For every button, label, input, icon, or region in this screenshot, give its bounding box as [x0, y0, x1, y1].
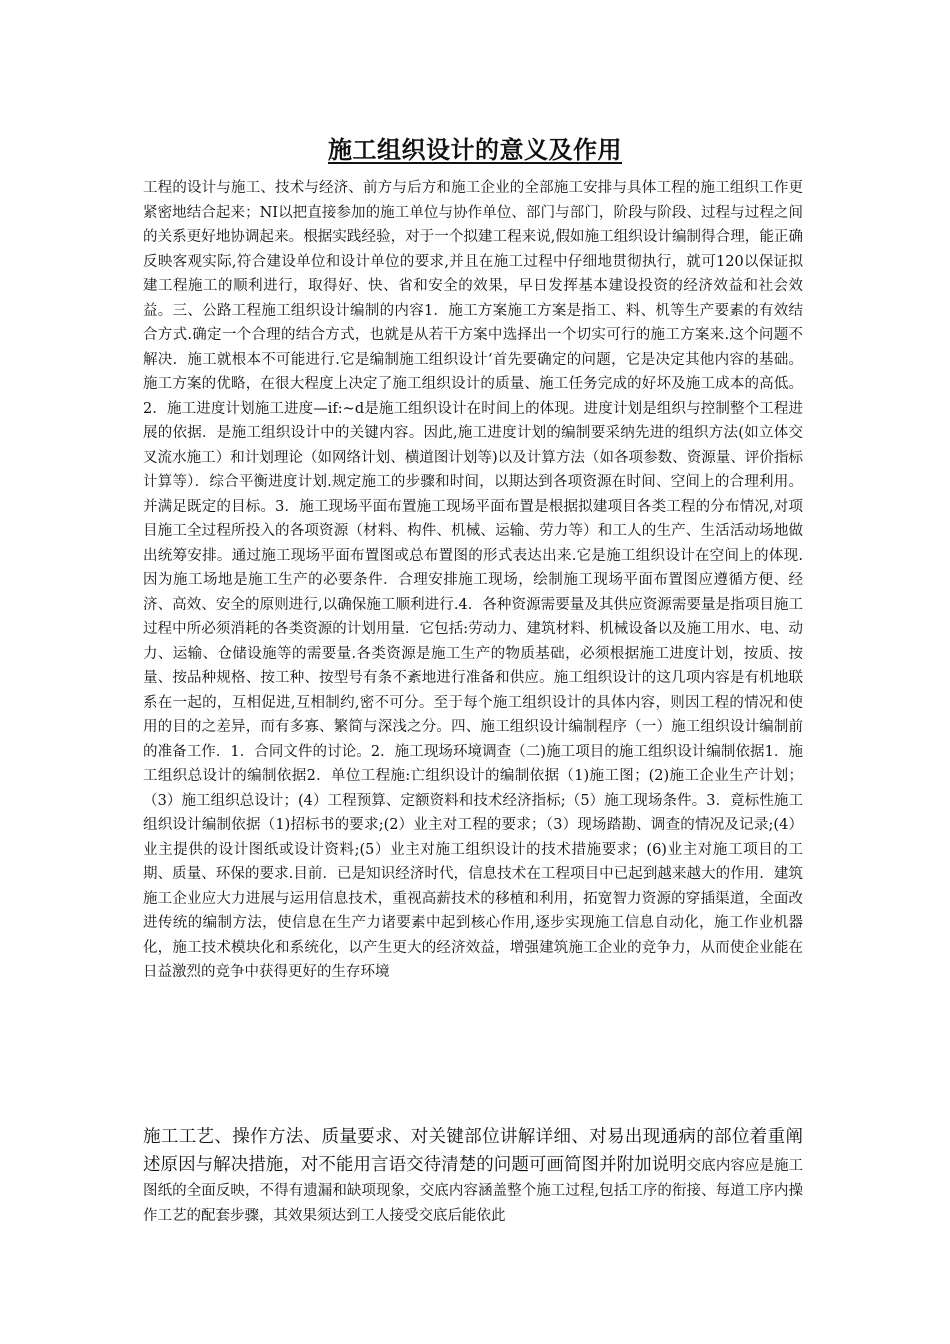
paragraph-2-rest-text: 交底内容应是施工图纸的全面反映，不得有遗漏和缺项现象，交底内容涵盖整个施工过程,包括工序的衔接、每道工序内操作工艺的配套步骤，其效果须达到工人接受交底后能依此: [143, 1158, 804, 1224]
paragraph-2-lead-text: 施工工艺、操作方法、质量要求、对关键部位讲解详细、对易出现通病的部位着重阐述原因与解决措施，对不能用言语交待清楚的问题可画简图并附加说明: [143, 1127, 803, 1175]
document-title: 施工组织设计的意义及作用: [328, 136, 622, 164]
body-paragraph-1: 工程的设计与施工、技术与经济、前方与后方和施工企业的全部施工安排与具体工程的施工组织工作更紧密地结合起来；NI以把直接参加的施工单位与协作单位、部门与部门，阶段与阶段、过程与过程之间的关系更好地协调起来。根据实践经验，对于一个拟建工程来说,假如施工组织设计编制得合理，能正确反映客观实际,符合建设单位和设计单位的要求,并且在施工过程中仔细地贯彻执行，就可120以保证拟建工程施工的顺利进行，取得好、快、省和安全的效果，早日发挥基本建设投资的经济效益和社会效益。三、公路工程施工组织设计编制的内容1．施工方案施工方案是指工、料、机等生产要素的有效结合方式.确定一个合理的结合方式，也就是从若干方案中选择出一个切实可行的施工方案来.这个问题不解决．施工就根本不可能进行.它是编制施工组织设计‘首先要确定的问题，它是决定其他内容的基础。施工方案的优略，在很大程度上决定了施工组织设计的质量、施工任务完成的好坏及施工成本的高低。2．施工进度计划施工进度—if:~d是施工组织设计在时间上的体现。进度计划是组织与控制整个工程进展的依据．是施工组织设计中的关键内容。因此,施工进度计划的编制要采纳先进的组织方法(如立体交叉流水施工）和计划理论（如网络计划、横道图计划等)以及计算方法（如各项参数、资源量、评价指标计算等）．综合平衡进度计划.规定施工的步骤和时间，以期达到各项资源在时间、空间上的合理利用。并满足既定的目标。3．施工现场平面布置施工现场平面布置是根据拟建项目各类工程的分布情况,对项目施工全过程所投入的各项资源（材料、构件、机械、运输、劳力等）和工人的生产、生活活动场地做出统筹安排。通过施工现场平面布置图或总布置图的形式表达出来.它是施工组织设计在空间上的体现.因为施工场地是施工生产的必要条件．合理安排施工现场，绘制施工现场平面布置图应遵循方便、经济、高效、安全的原则进行,以确保施工顺利进行.4．各种资源需要量及其供应资源需要量是指项目施工过程中所必须消耗的各类资源的计划用量．它包括:劳动力、建筑材料、机械设备以及施工用水、电、动力、运输、仓储设施等的需要量.各类资源是施工生产的物质基础，必须根据施工进度计划，按质、按量、按品种规格、按工种、按型号有条不紊地进行准备和供应。施工组织设计的这几项内容是有机地联系在一起的，互相促进,互相制约,密不可分。至于每个施工组织设计的具体内容，则因工程的情况和使用的目的之差异，而有多寡、繁简与深浅之分。四、施工组织设计编制程序（一）施工组织设计编制前的准备工作．1．合同文件的讨论。2．施工现场环境调查（二)施工项目的施工组织设计编制依据1．施工组织总设计的编制依据2．单位工程施:亡组织设计的编制依据（1)施工图；(2)施工企业生产计划；（3）施工组织总设计；(4）工程预算、定额资料和技术经济指标;（5）施工现场条件。3．竟标性施工组织设计编制依据（1)招标书的要求;(2）业主对工程的要求；（3）现场踏勘、调查的情况及记录;(4）业主提供的设计图纸或设计资料;(5）业主对施工组织设计的技术措施要求；(6)业主对施工项目的工期、质量、环保的要求.目前．已是知识经济时代，信息技术在工程项目中已起到越来越大的作用．建筑施工企业应大力进展与运用信息技术，重视高薪技术的移植和利用，拓宽智力资源的穿插渠道，全面改进传统的编制方法，使信息在生产力诸要素中起到核心作用,逐步实现施工信息自动化，施工作业机器化，施工技术模块化和系统化，以产生更大的经济效益，增强建筑施工企业的竞争力，从而使企业能在日益激烈的竞争中获得更好的生存环境: [143, 180, 803, 980]
body-paragraph-2: [143, 1123, 803, 1229]
